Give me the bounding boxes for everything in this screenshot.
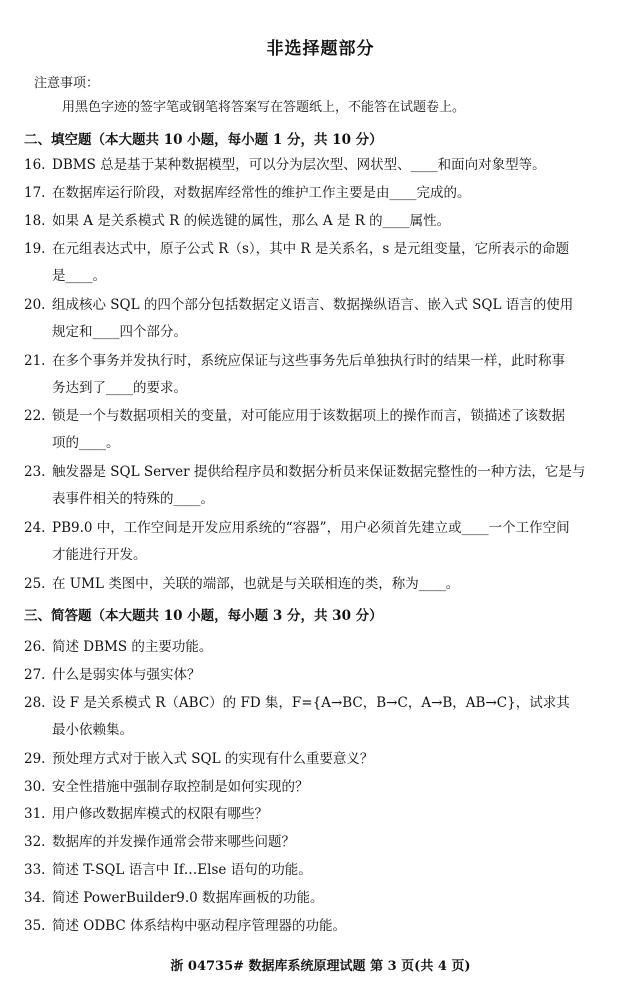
question-number: 31. bbox=[24, 806, 46, 822]
question-text: 简述 PowerBuilder9.0 数据库画板的功能。 bbox=[52, 890, 324, 906]
question-number: 17. bbox=[24, 185, 46, 201]
question-text-continued: 规定和____四个部分。 bbox=[52, 324, 187, 340]
question-text: 预处理方式对于嵌入式 SQL 的实现有什么重要意义？ bbox=[52, 751, 374, 767]
question-text-continued: 才能进行开发。 bbox=[52, 547, 147, 563]
question-number: 18. bbox=[24, 213, 46, 229]
question-number: 28. bbox=[24, 695, 46, 711]
question-text: DBMS 总是基于某种数据模型，可以分为层次型、网状型、____和面向对象型等。 bbox=[52, 157, 546, 173]
question-number: 25. bbox=[24, 576, 46, 592]
question-number: 16. bbox=[24, 157, 46, 173]
question-number: 34. bbox=[24, 890, 46, 906]
question-number: 26. bbox=[24, 639, 46, 655]
question-text: 组成核心 SQL 的四个部分包括数据定义语言、数据操纵语言、嵌入式 SQL 语言的使用 bbox=[52, 297, 574, 313]
question-text: 在多个事务并发执行时，系统应保证与这些事务先后单独执行时的结果一样，此时称事 bbox=[52, 353, 565, 369]
question-text: 数据库的并发操作通常会带来哪些问题？ bbox=[52, 834, 295, 850]
question-text: 简述 DBMS 的主要功能。 bbox=[52, 639, 213, 655]
section-fill-in-heading: 二、填空题（本大题共 10 小题，每小题 1 分，共 10 分） bbox=[24, 132, 383, 148]
question-text: 用户修改数据库模式的权限有哪些？ bbox=[52, 806, 268, 822]
question-number: 21. bbox=[24, 353, 46, 369]
question-text: 什么是弱实体与强实体？ bbox=[52, 667, 201, 683]
question-text: 设 F 是关系模式 R（ABC）的 FD 集，F={A→BC，B→C，A→B，AB→C}，试求其 bbox=[52, 695, 570, 711]
question-text-continued: 项的____。 bbox=[52, 435, 120, 451]
question-text: 如果 A 是关系模式 R 的候选键的属性，那么 A 是 R 的____属性。 bbox=[52, 213, 451, 229]
notice-body: 用黑色字迹的签字笔或钢笔将答案写在答题纸上，不能答在试题卷上。 bbox=[62, 100, 466, 115]
question-number: 32. bbox=[24, 834, 46, 850]
question-text: 触发器是 SQL Server 提供给程序员和数据分析员来保证数据完整性的一种方法，它是与 bbox=[52, 464, 586, 480]
question-text-continued: 务达到了____的要求。 bbox=[52, 380, 187, 396]
section-short-answer-heading: 三、简答题（本大题共 10 小题，每小题 3 分，共 30 分） bbox=[24, 608, 383, 624]
question-text-continued: 最小依赖集。 bbox=[52, 722, 133, 738]
question-number: 30. bbox=[24, 779, 46, 795]
question-number: 24. bbox=[24, 520, 46, 536]
question-text: 在数据库运行阶段，对数据库经常性的维护工作主要是由____完成的。 bbox=[52, 185, 471, 201]
question-number: 19. bbox=[24, 241, 46, 257]
question-number: 33. bbox=[24, 862, 46, 878]
question-number: 35. bbox=[24, 918, 46, 934]
question-text: 安全性措施中强制存取控制是如何实现的？ bbox=[52, 779, 309, 795]
page-footer: 浙 04735# 数据库系统原理试题 第 3 页(共 4 页) bbox=[170, 959, 471, 974]
page-title: 非选择题部分 bbox=[266, 39, 375, 59]
question-number: 27. bbox=[24, 667, 46, 683]
question-text: 锁是一个与数据项相关的变量，对可能应用于该数据项上的操作而言，锁描述了该数据 bbox=[52, 408, 565, 424]
question-number: 22. bbox=[24, 408, 46, 424]
question-text-continued: 表事件相关的特殊的____。 bbox=[52, 491, 214, 507]
question-number: 20. bbox=[24, 297, 46, 313]
question-number: 29. bbox=[24, 751, 46, 767]
question-text: 简述 ODBC 体系结构中驱动程序管理器的功能。 bbox=[52, 918, 346, 934]
question-text-continued: 是____。 bbox=[52, 268, 106, 284]
question-text: 在 UML 类图中，关联的端部，也就是与关联相连的类，称为____。 bbox=[52, 576, 460, 592]
question-number: 23. bbox=[24, 464, 46, 480]
question-text: 在元组表达式中，原子公式 R（s），其中 R 是关系名，s 是元组变量，它所表示的命题 bbox=[52, 241, 570, 257]
notice-heading: 注意事项： bbox=[34, 76, 100, 91]
question-text: PB9.0 中，工作空间是开发应用系统的“容器”，用户必须首先建立或____一个工作空间 bbox=[52, 520, 570, 536]
question-text: 简述 T-SQL 语言中 If…Else 语句的功能。 bbox=[52, 862, 312, 878]
